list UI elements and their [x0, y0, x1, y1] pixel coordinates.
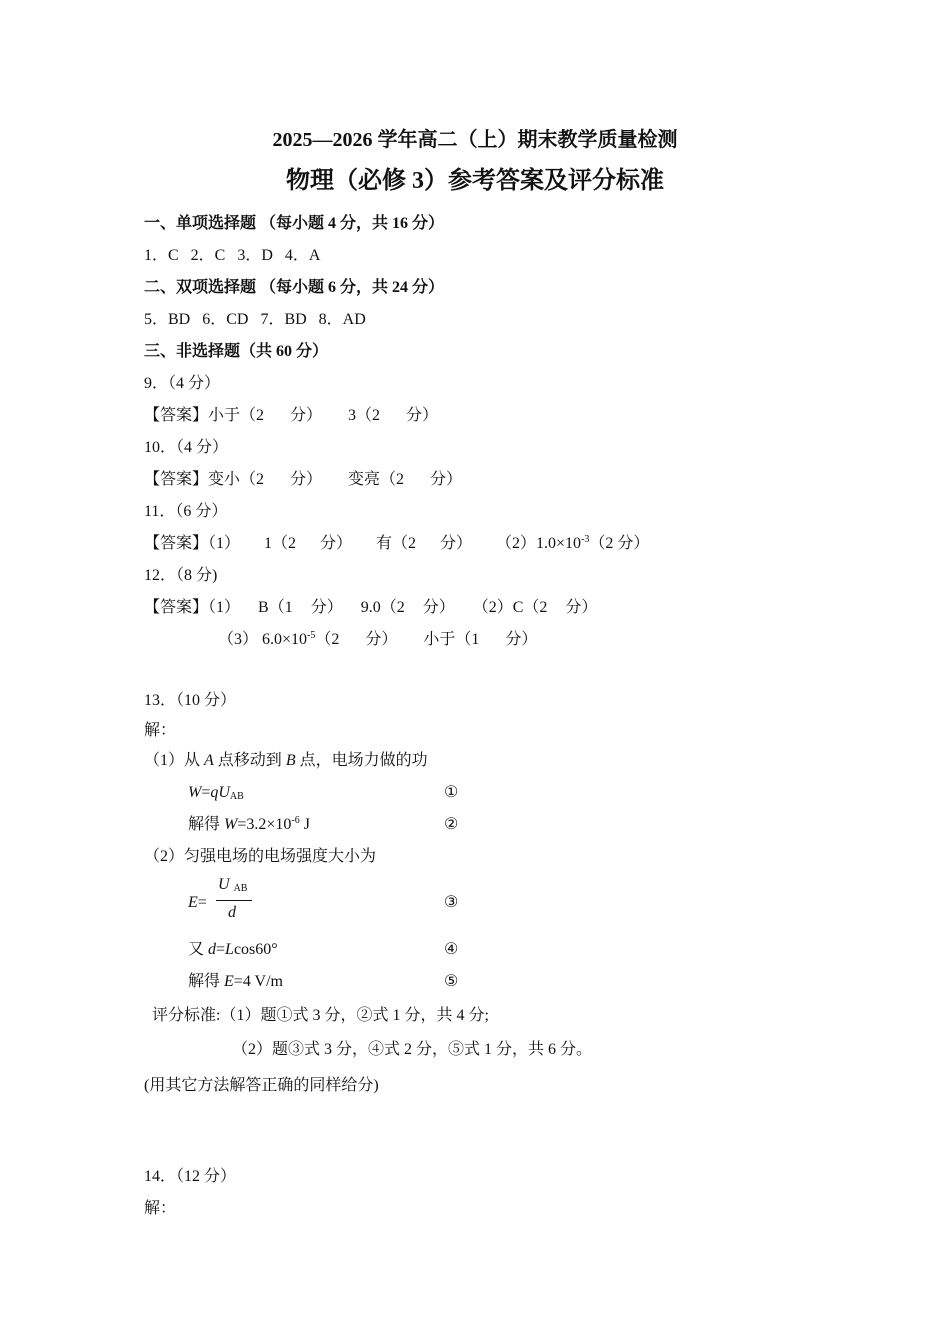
section2-heading: 二、双项选择题 （每小题 6 分，共 24 分）	[144, 279, 445, 296]
equation-2-marker: ②	[444, 816, 459, 833]
q10-header: 10．（4 分）	[144, 439, 229, 456]
equation-1-marker: ①	[444, 784, 459, 801]
var: qU	[210, 784, 230, 801]
section3-heading: 三、非选择题（共 60 分）	[144, 343, 329, 360]
answer-key-title: 物理（必修 3）参考答案及评分标准	[286, 168, 664, 194]
fraction-bar	[216, 900, 252, 901]
equation-5-marker: ⑤	[444, 973, 459, 990]
subscript: AB	[233, 883, 248, 894]
q9-header: 9．（4 分）	[144, 375, 221, 392]
equation-5	[188, 972, 283, 992]
q11-part2-prefix: （2）1.0×10	[496, 535, 582, 552]
q11-answer	[144, 534, 649, 554]
unit: J	[299, 816, 310, 833]
exponent: -6	[291, 815, 300, 826]
answer-label: 【答案】	[144, 599, 209, 616]
var: U	[218, 876, 230, 893]
q13-header: 13．（10 分）	[144, 692, 237, 709]
text: =4 V/m	[233, 973, 283, 990]
equation-1	[188, 783, 244, 803]
alternative-method-note: (用其它方法解答正确的同样给分)	[144, 1077, 379, 1094]
q13-part1-intro	[144, 751, 428, 771]
fraction-numerator	[218, 876, 247, 894]
var: E	[224, 973, 234, 990]
equation-3-marker: ③	[444, 894, 459, 911]
var: W	[188, 784, 202, 801]
var: L	[225, 941, 234, 958]
equation-4-marker: ④	[444, 941, 459, 958]
exam-title: 2025—2026 学年高二（上）期末教学质量检测	[272, 129, 678, 151]
answer-label: 【答案】	[144, 535, 209, 552]
q12-line2-exp: -5	[307, 630, 316, 641]
q10-answer-text: 变小（2 分） 变亮（2 分）	[208, 471, 463, 488]
q12-line1: （1） B（1 分） 9.0（2 分） （2）C（2 分）	[208, 599, 598, 616]
q10-answer	[144, 470, 462, 490]
var: E	[188, 894, 198, 911]
section1-answers: 1．C 2．C 3．D 4．A	[144, 247, 321, 264]
text: （1）从	[144, 752, 205, 769]
var: d	[208, 941, 217, 958]
text: 解得	[188, 816, 225, 833]
q12-answer	[144, 598, 597, 618]
q12-line2	[218, 630, 537, 650]
q11-part2-suffix: （2 分）	[589, 535, 650, 552]
text: 解得	[188, 973, 225, 990]
q9-answer	[144, 406, 438, 426]
point-b: B	[285, 752, 296, 769]
equation-3-lhs	[188, 893, 207, 913]
q12-line2-prefix: （3） 6.0×10	[218, 631, 308, 648]
q11-part2-exp: -3	[581, 534, 590, 545]
answer-label: 【答案】	[144, 407, 209, 424]
text: 点，电场力做的功	[295, 752, 428, 769]
var: W	[224, 816, 238, 833]
q11-part1: （1） 1（2 分） 有（2 分）	[208, 535, 473, 552]
section2-answers: 5．BD 6．CD 7．BD 8．AD	[144, 311, 366, 328]
equation-2	[188, 815, 310, 835]
grading-criteria-1: 评分标准:（1）题①式 3 分，②式 1 分，共 4 分;	[152, 1007, 489, 1024]
q12-line2-suffix: （2 分） 小于（1 分）	[315, 631, 538, 648]
q9-answer-text: 小于（2 分） 3（2 分）	[208, 407, 439, 424]
text: =	[197, 894, 207, 911]
text: 又	[188, 941, 209, 958]
text: 点移动到	[213, 752, 286, 769]
answer-label: 【答案】	[144, 471, 209, 488]
grading-criteria-2: （2）题③式 3 分，④式 2 分，⑤式 1 分，共 6 分。	[232, 1041, 593, 1058]
q11-header: 11．（6 分）	[144, 503, 228, 520]
q14-solve: 解：	[144, 1200, 177, 1217]
subscript: AB	[229, 791, 244, 802]
q12-header: 12．（8 分)	[144, 567, 218, 584]
text: cos60°	[233, 941, 278, 958]
equation-4	[188, 940, 278, 960]
q13-solve: 解：	[144, 722, 177, 739]
q13-part2-intro: （2）匀强电场的电场强度大小为	[144, 848, 377, 865]
point-a: A	[204, 752, 214, 769]
text: =	[201, 784, 211, 801]
q14-header: 14．（12 分）	[144, 1168, 237, 1185]
text: =3.2×10	[237, 816, 292, 833]
section1-heading: 一、单项选择题 （每小题 4 分，共 16 分）	[144, 215, 445, 232]
text: =	[216, 941, 226, 958]
fraction-denominator: d	[228, 904, 236, 921]
